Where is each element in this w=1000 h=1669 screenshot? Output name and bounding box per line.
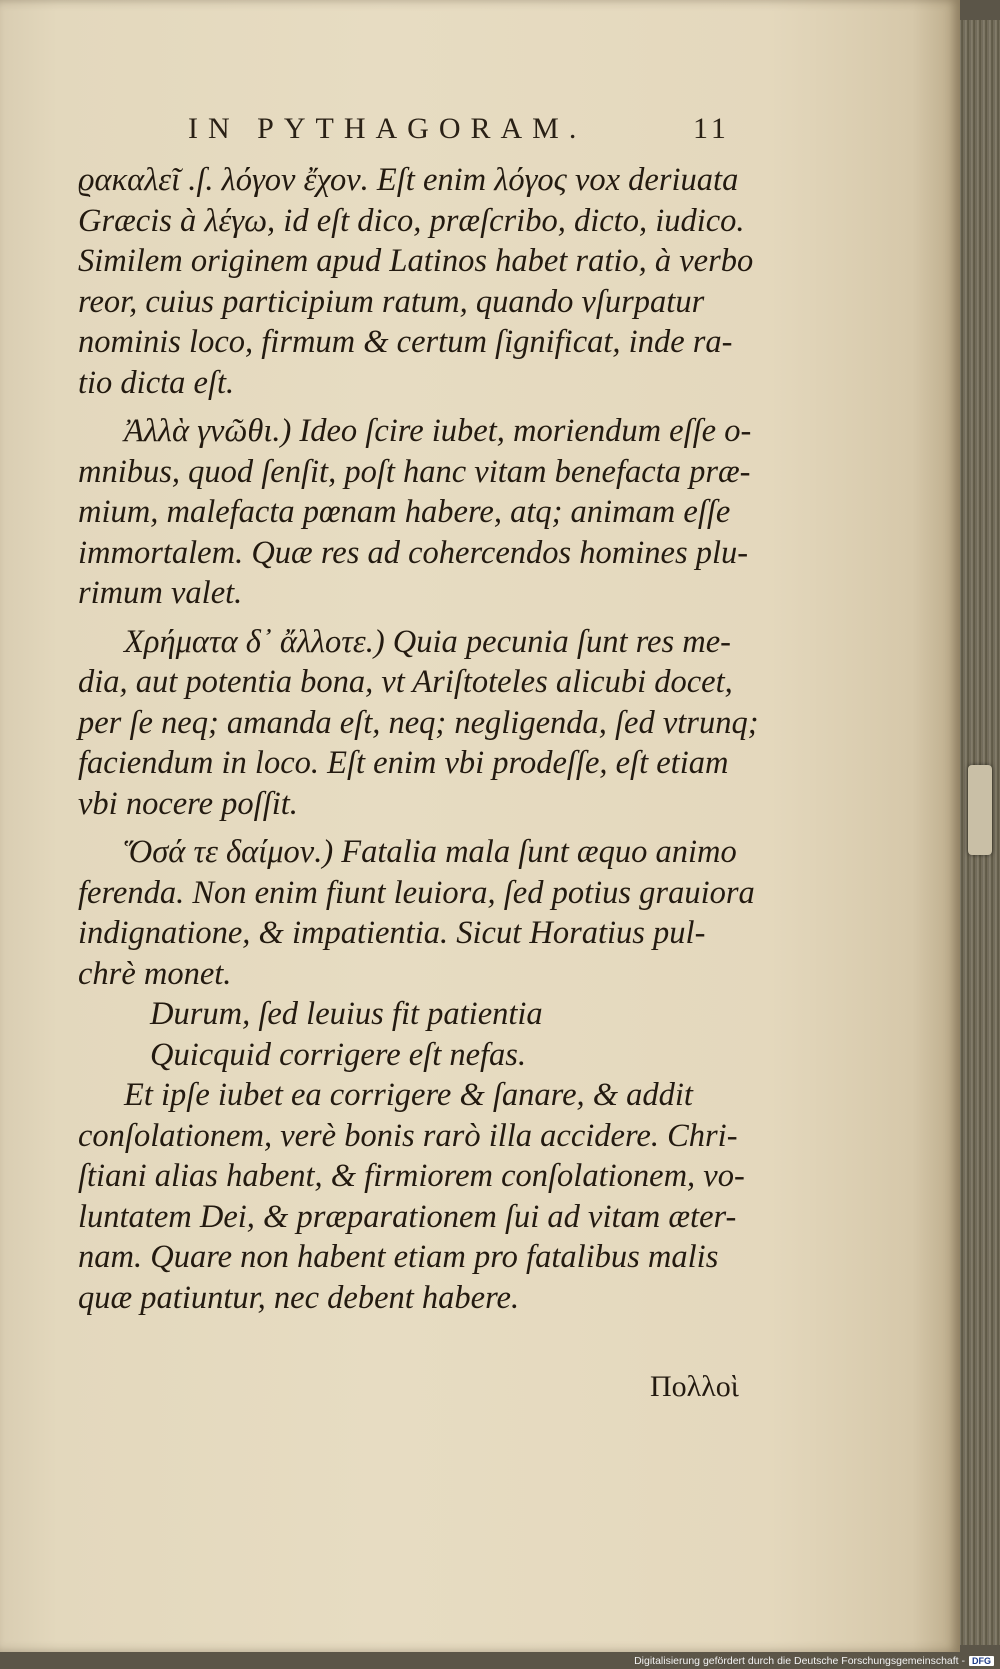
- text-line: rimum valet.: [78, 575, 243, 611]
- book-clasp: [968, 765, 992, 855]
- text-line: mium, malefacta pœnam habere, atq; animam eſſe: [78, 494, 731, 530]
- running-head: [188, 112, 768, 146]
- verse-line: Quicquid corrigere eſt nefas.: [150, 1036, 527, 1073]
- catchword: Πολλοὶ: [650, 1370, 739, 1403]
- text-line: ferenda. Non enim fiunt leuiora, ſed potius grauiora: [78, 874, 755, 911]
- text-line: quæ patiuntur, nec debent habere.: [78, 1279, 520, 1316]
- text-line: indignatione, & impatientia. Sicut Horatius pul-: [78, 915, 706, 951]
- text-line: per ſe neq; amanda eſt, neq; negligenda, ſed vtrunq;: [78, 704, 759, 741]
- text-line: ſtiani alias habent, & firmiorem conſolationem, vo-: [78, 1158, 745, 1194]
- text-line: vbi nocere poſſit.: [78, 785, 298, 822]
- text-line: reor, cuius participium ratum, quando vſurpatur: [78, 283, 705, 320]
- text-line: tio dicta eſt.: [78, 364, 235, 401]
- text-line: luntatem Dei, & præparationem ſui ad vitam æter-: [78, 1198, 737, 1235]
- text-line: faciendum in loco. Eſt enim vbi prodeſſe, eſt etiam: [78, 745, 729, 781]
- text-line: conſolationem, verè bonis rarò illa accidere. Chri-: [78, 1117, 738, 1154]
- dfg-logo: DFG: [969, 1656, 994, 1666]
- text-line: nominis loco, firmum & certum ſignificat, inde ra-: [78, 324, 733, 360]
- text-line: immortalem. Quæ res ad cohercendos homines plu-: [78, 534, 749, 571]
- text-line: Similem originem apud Latinos habet ratio, à verbo: [78, 243, 754, 279]
- digitization-credit: [634, 1655, 994, 1667]
- text-line: nam. Quare non habent etiam pro fatalibus malis: [78, 1239, 719, 1275]
- text-line: Χρήματα δ᾽ ἄλλοτε.) Quia pecunia ſunt res me-: [124, 623, 731, 660]
- text-line: Ὅσά τε δαίμον.) Fatalia mala ſunt æquo animo: [124, 834, 737, 870]
- text-line: Græcis à λέγω, id eſt dico, præſcribo, dicto, iudico.: [78, 202, 745, 239]
- body-text: [78, 160, 768, 1318]
- folio-number: 11: [693, 112, 730, 145]
- verse-line: Durum, ſed leuius fit patientia: [150, 996, 543, 1032]
- text-line: dia, aut potentia bona, vt Ariſtoteles alicubi docet,: [78, 664, 733, 700]
- running-head-title: IN PYTHAGORAM.: [188, 112, 587, 145]
- text-line: chrè monet.: [78, 955, 232, 992]
- text-line: Ἀλλὰ γνῶθι.) Ideo ſcire iubet, moriendum eſſe o-: [124, 413, 752, 449]
- credit-text: Digitalisierung gefördert durch die Deutsche Forschungsgemeinschaft -: [634, 1655, 965, 1667]
- text-line: mnibus, quod ſenſit, poſt hanc vitam benefacta præ-: [78, 453, 751, 490]
- text-line: Et ipſe iubet ea corrigere & ſanare, & addit: [124, 1077, 693, 1113]
- text-line: ϱακαλεῖ .ſ. λόγον ἔχον. Eſt enim λόγος vox deriuata: [78, 162, 739, 198]
